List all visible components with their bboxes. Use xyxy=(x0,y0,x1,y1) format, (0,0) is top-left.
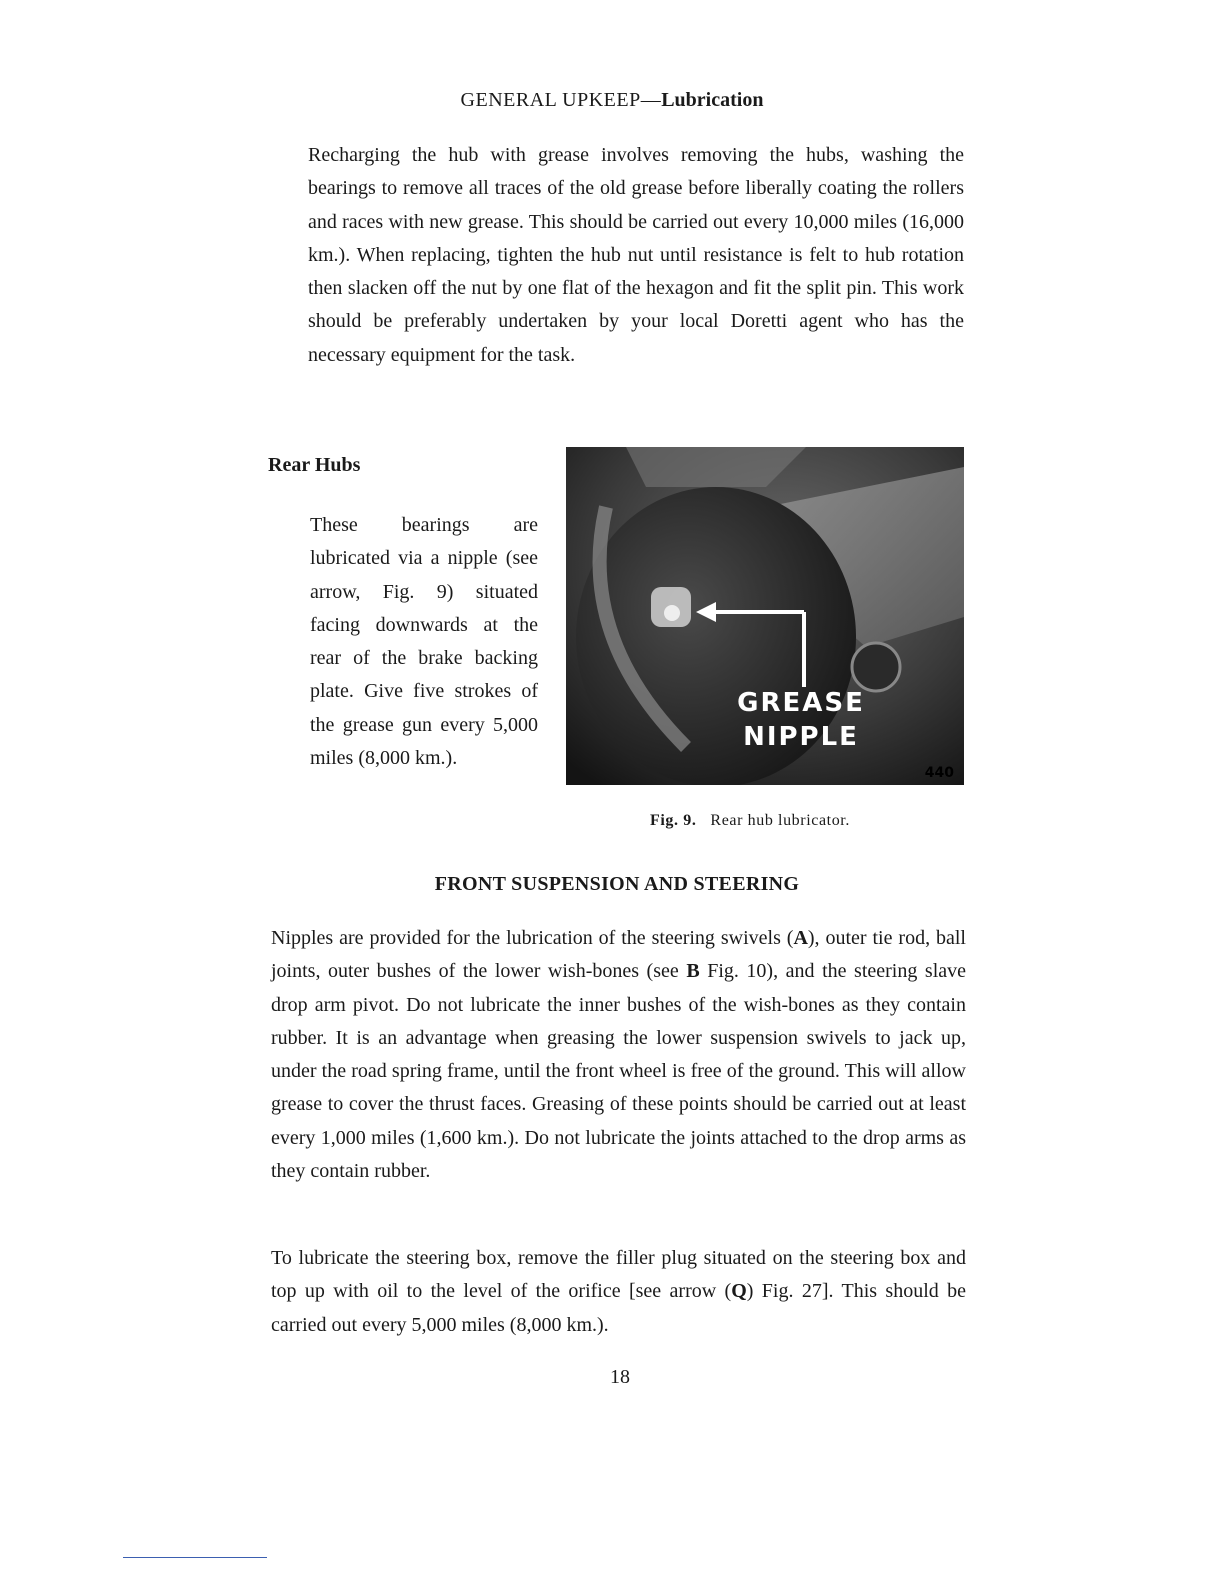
ref-a: A xyxy=(793,927,808,949)
rear-hubs-paragraph: These bearings are lubricated via a nipple (see arrow, Fig. 9) situated facing downwards at the rear of the brake backing plate. Give five strokes of the grease gun every 5,000 miles (8,000 km.). xyxy=(310,514,538,770)
nipple-head xyxy=(664,605,680,621)
front-suspension-paragraph xyxy=(271,922,966,1188)
photo-illustration xyxy=(566,447,964,785)
header-title: GENERAL UPKEEP— xyxy=(460,89,662,111)
shock-mount xyxy=(852,643,900,691)
intro-paragraph: Recharging the hub with grease involves removing the hubs, washing the bearings to remove all traces of the old grease before liberally coating the rollers and races with new grease. This should be carried out every 10,000 miles (16,000 km.). When replacing, tighten the hub nut until resistance is felt to hub rotation then slacken off the nut by one flat of the hexagon and fit the split pin. This work should be preferably undertaken by your local Doretti agent who has the necessary equipment for the task. xyxy=(308,144,964,366)
nipple-label: NIPPLE xyxy=(743,722,859,752)
front-text-1: Nipples are provided for the lubrication of the steering swivels ( xyxy=(271,927,794,949)
front-suspension-heading: FRONT SUSPENSION AND STEERING xyxy=(434,873,800,895)
steering-box-paragraph xyxy=(271,1242,966,1342)
steering-text-2: ) Fig. 27]. This should be carried out every 5,000 miles (8,000 km.). xyxy=(271,1280,966,1336)
plate-number: 440 xyxy=(924,765,954,781)
front-text-2: ), outer tie rod, ball joints, outer bushes of the lower wish-bones (see xyxy=(271,927,966,983)
ref-q: Q xyxy=(731,1280,747,1303)
rear-hubs-heading: Rear Hubs xyxy=(268,454,361,476)
figure-number: Fig. 9. xyxy=(650,812,697,829)
page-number: 18 xyxy=(610,1366,630,1388)
rear-hub-photo xyxy=(566,447,964,785)
footnote-divider xyxy=(123,1557,267,1558)
header-subtitle: Lubrication xyxy=(661,89,764,111)
grease-label: GREASE xyxy=(737,688,865,718)
figure-caption-text: Rear hub lubricator. xyxy=(710,812,850,829)
ref-b: B xyxy=(686,960,700,983)
steering-text-1: To lubricate the steering box, remove the filler plug situated on the steering box and top up with oil to the level of the orifice [see arrow ( xyxy=(271,1247,966,1303)
front-text-3: Fig. 10), and the steering slave drop arm pivot. Do not lubricate the inner bushes of the wish-bones as they contain rubber. It is an advantage when greasing the lower suspension swivels to jack up, under the road spring frame, until the front wheel is free of the ground. This will allow grease to cover the thrust faces. Greasing of these points should be carried out at least every 1,000 miles (1,600 km.). Do not lubricate the joints attached to the drop arms as they contain rubber. xyxy=(271,960,966,1183)
figure-caption xyxy=(650,812,850,830)
page-header xyxy=(0,89,1224,112)
